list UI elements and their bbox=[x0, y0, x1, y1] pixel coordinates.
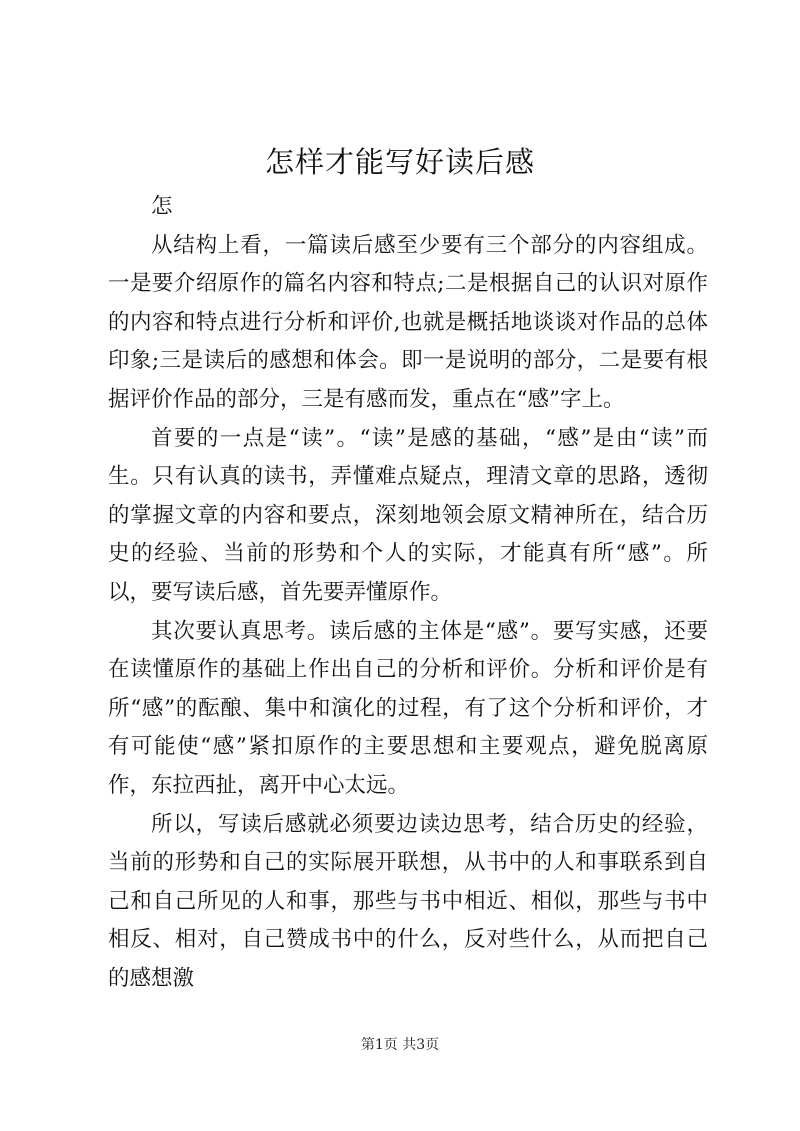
document-body bbox=[108, 188, 708, 998]
paragraph: 怎 bbox=[151, 194, 173, 219]
paragraph: 从结构上看，一篇读后感至少要有三个部分的内容组成。一是要介绍原作的篇名内容和特点;二是根据自己的认识对原作的内容和特点进行分析和评价,也就是概括地谈谈对作品的总体印象;三是读后的感想和体会。即一是说明的部分，二是要有根据评价作品的部分，三是有感而发，重点在“感”字上。 bbox=[108, 232, 708, 412]
page-footer: 第1页 共3页 bbox=[360, 1037, 440, 1053]
paragraph: 首要的一点是“读”。“读”是感的基础，“感”是由“读”而生。只有认真的读书，弄懂难点疑点，理清文章的思路，透彻的掌握文章的内容和要点，深刻地领会原文精神所在，结合历史的经验、当前的形势和个人的实际，才能真有所“感”。所以，要写读后感，首先要弄懂原作。 bbox=[108, 425, 708, 605]
paragraph: 所以，写读后感就必须要边读边思考，结合历史的经验，当前的形势和自己的实际展开联想，从书中的人和事联系到自己和自己所见的人和事，那些与书中相近、相似，那些与书中相反、相对，自己赞成书中的什么，反对些什么，从而把自己的感想激 bbox=[108, 811, 708, 991]
document-title: 怎样才能写好读后感 bbox=[264, 145, 535, 179]
paragraph: 其次要认真思考。读后感的主体是“感”。要写实感，还要在读懂原作的基础上作出自己的分析和评价。分析和评价是有所“感”的酝酿、集中和演化的过程，有了这个分析和评价，才有可能使“感”紧扣原作的主要思想和主要观点，避免脱离原作，东拉西扯，离开中心太远。 bbox=[108, 618, 708, 798]
